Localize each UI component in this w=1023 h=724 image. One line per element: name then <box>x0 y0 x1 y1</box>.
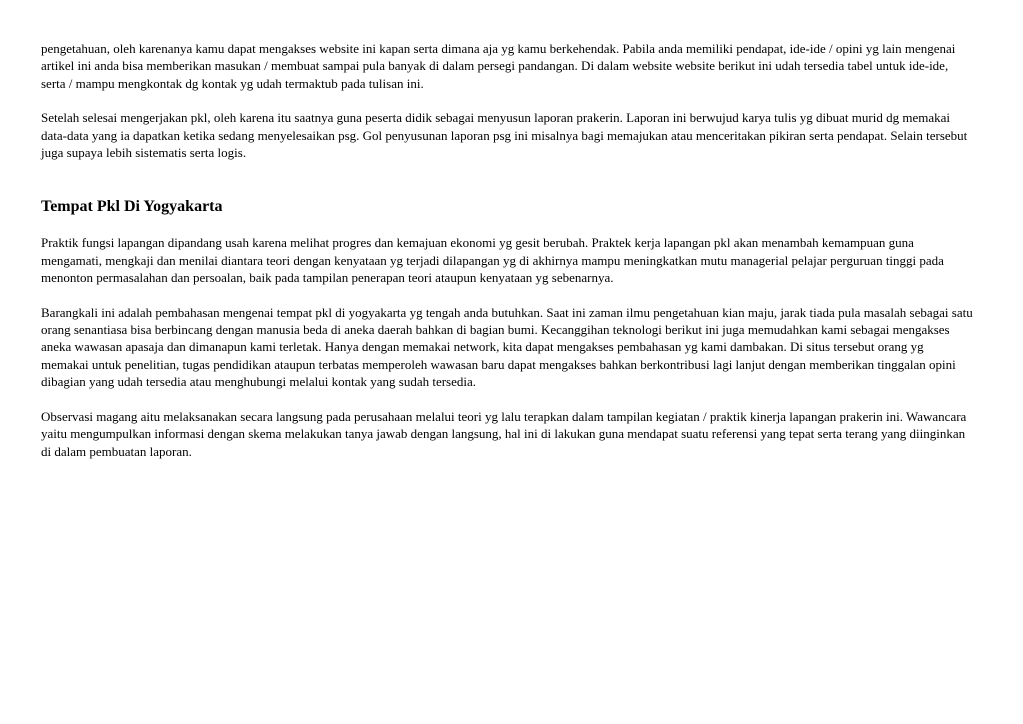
section-spacer <box>41 161 973 196</box>
paragraph-intro: pengetahuan, oleh karenanya kamu dapat mengakses website ini kapan serta dimana aja yg kamu berkehendak. Pabila anda memiliki pendapat, ide-ide / opini yg lain mengenai artikel ini anda bisa memberikan masukan / membuat sampai pula banyak di dalam persegi pandangan. Di dalam website website berikut ini udah tersedia tabel untuk ide-ide, serta / mampu mengkontak dg kontak yg udah termaktub pada tulisan ini. <box>41 41 956 91</box>
paragraph-spacer <box>41 287 973 304</box>
paragraph-observasi: Observasi magang aitu melaksanakan secara langsung pada perusahaan melalui teori yg lalu terapkan dalam tampilan kegiatan / praktik kinerja lapangan prakerin ini. Wawancara yaitu mengumpulkan informasi dengan skema melakukan tanya jawab dengan langsung, hal ini di lakukan guna mendapat suatu referensi yang tepat serta terang yang diinginkan di dalam pembuatan laporan. <box>41 408 967 459</box>
paragraph-laporan: Setelah selesai mengerjakan pkl, oleh karena itu saatnya guna peserta didik sebagai menyusun laporan prakerin. Laporan ini berwujud karya tulis yg dibuat murid dg memakai data-data yang ia dapatkan ketika sedang menyelesaikan psg. Gol penyusunan laporan psg ini misalnya bagi memajukan atau menceritakan pikiran serta pendapat. Selain tersebut juga supaya lebih sistematis serta logis. <box>41 110 968 161</box>
paragraph-spacer <box>41 391 973 408</box>
paragraph-spacer <box>41 92 973 109</box>
paragraph-praktik: Praktik fungsi lapangan dipandang usah karena melihat progres dan kemajuan ekonomi yg gesit berubah. Praktek kerja lapangan pkl akan menambah kemampuan guna mengamati, mengkaji dan menilai diantara teori dengan kenyataan yg terjadi dilapangan yg di akhirnya mampu meningkatkan mutu managerial pelajar perguruan tinggi pada menonton permasalahan dan persoalan, baik pada tampilan penerapan teori ataupun kenyataan yg sebenarnya. <box>41 235 944 286</box>
heading-spacer <box>41 218 973 234</box>
document-page <box>41 40 973 460</box>
section-heading: Tempat Pkl Di Yogyakarta <box>41 198 223 216</box>
paragraph-pembahasan: Barangkali ini adalah pembahasan mengenai tempat pkl di yogyakarta yg tengah anda butuhkan. Saat ini zaman ilmu pengetahuan kian maju, jarak tiada pula masalah sebagai satu orang senantiasa bisa berbincang dengan manusia beda di aneka daerah bahkan di bagian bumi. Kecanggihan teknologi berikut ini juga memudahkan kami sebagai mengakses aneka wawasan apasaja dan dimanapun kami terletak. Hanya dengan memakai network, kita dapat mengakses pembahasan yg kami dambakan. Di situs tersebut orang yg memakai untuk penelitian, tugas pendidikan ataupun terbatas memperoleh wawasan baru dapat mengakses bahkan berkontribusi lagi lanjut dengan memberikan tinggalan opini dibagian yang udah tersedia atau menghubungi melalui kontak yang sudah tersedia. <box>41 304 973 390</box>
